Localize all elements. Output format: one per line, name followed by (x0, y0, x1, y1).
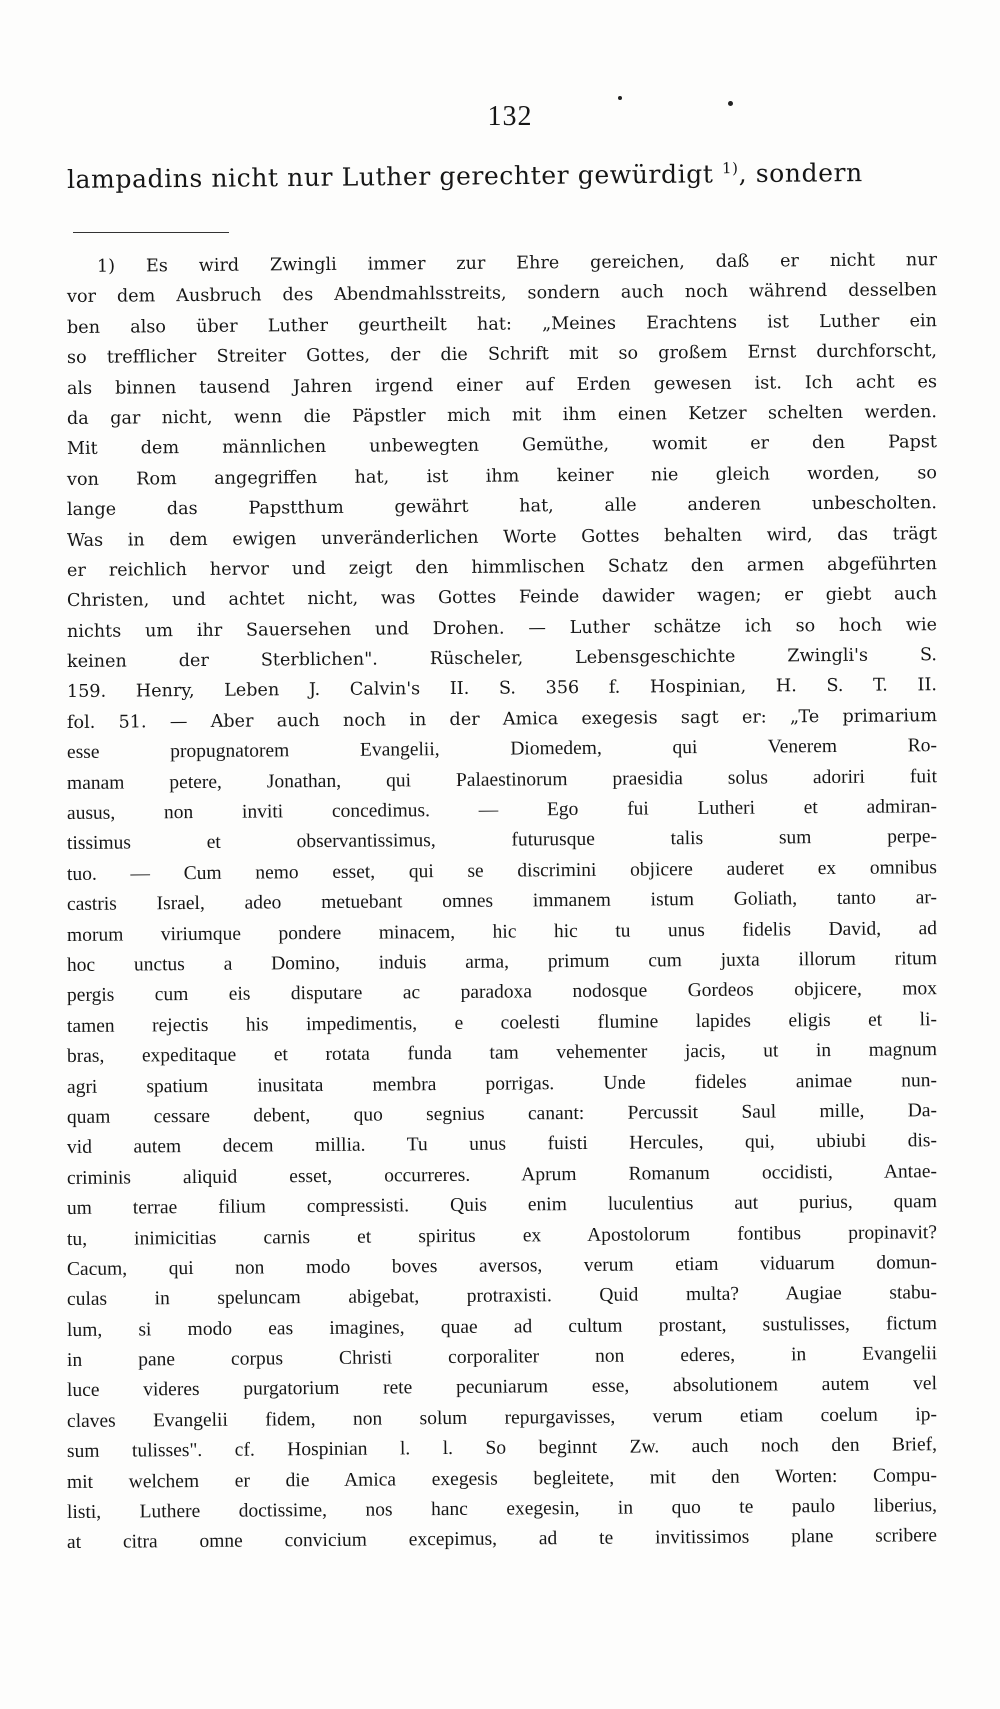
footnote-line: listi, Luthere doctissime, nos hanc exegesin, in quo te paulo liberius, (66, 1495, 938, 1524)
footnote-line: manam petere, Jonathan, qui Palaestinorum praesidia solus adoriri fuit (66, 765, 938, 794)
footnote-line: 159. Henry, Leben J. Calvin's II. S. 356 f. Hospinian, H. S. T. II. (66, 675, 938, 703)
footnote-line: um terrae filium compressisti. Quis enim luculentius aut purius, quam (66, 1191, 938, 1220)
footnote-line: in pane corpus Christi corporaliter non ederes, in Evangelii (66, 1343, 938, 1372)
footnote-line: vid autem decem millia. Tu unus fuisti Hercules, qui, ubiubi dis- (66, 1130, 938, 1159)
footnote-line: pergis cum eis disputare ac paradoxa nodosque Gordeos objicere, mox (66, 978, 938, 1007)
footnote-line: agri spatium inusitata membra porrigas. Unde fideles animae nun- (66, 1069, 938, 1098)
footnote-line: mit welchem er die Amica exegesis begleitete, mit den Worten: Compu- (66, 1464, 938, 1493)
footnote-line: von Rom angegriffen hat, ist ihm keiner nie gleich worden, so (66, 462, 938, 490)
body-text-line (67, 157, 937, 194)
footnote-line: Christen, und achtet nicht, was Gottes Feinde dawider wagen; er giebt auch (66, 584, 938, 612)
scan-speck (618, 96, 622, 100)
footnote-line: criminis aliquid esset, occurreres. Aprum Romanum occidisti, Antae- (66, 1160, 938, 1189)
footnote-line: so trefflicher Streiter Gottes, der die Schrift mit so großem Ernst durchforscht, (66, 341, 938, 369)
footnote-line: er reichlich hervor und zeigt den himmlischen Schatz den armen abgeführten (66, 554, 938, 581)
footnote-line: luce videres purgatorium rete pecuniarum esse, absolutionem autem vel (66, 1373, 938, 1402)
footnote-separator (73, 232, 229, 233)
footnote-line: als binnen tausend Jahren irgend einer auf Erden gewesen ist. Ich acht es (66, 371, 938, 399)
footnote-line: vor dem Ausbruch des Abendmahlsstreits, sondern auch noch während desselben (66, 280, 938, 308)
footnote-line: lange das Papstthum gewährt hat, alle anderen unbescholten. (66, 493, 938, 521)
footnote-line: claves Evangelii fidem, non solum repurgavisses, verum etiam coelum ip- (66, 1404, 938, 1432)
footnote-line: bras, expeditaque et rotata funda tam vehementer jacis, ut in magnum (66, 1039, 938, 1068)
footnote-line: Was in dem ewigen unveränderlichen Worte Gottes behalten wird, das trägt (66, 523, 938, 551)
body-text-continuation: , sondern (738, 158, 863, 189)
footnote-line: ben also über Luther geurtheilt hat: „Meines Erachtens ist Luther ein (66, 310, 938, 338)
footnote-line: esse propugnatorem Evangelii, Diomedem, qui Venerem Ro- (66, 735, 938, 764)
footnote-line: quam cessare debent, quo segnius canant: Percussit Saul mille, Da- (66, 1100, 938, 1128)
footnote-marker: 1) (721, 159, 739, 178)
footnote-line: at citra omne convicium excepimus, ad te invitissimos plane scribere (66, 1525, 938, 1554)
footnote (67, 252, 937, 1559)
footnote-line: keinen der Sterblichen". Rüscheler, Lebensgeschichte Zwingli's S. (66, 645, 938, 673)
footnote-line: Cacum, qui non modo boves aversos, verum etiam viduarum domun- (66, 1252, 938, 1280)
scan-speck (728, 101, 733, 106)
page-number: 132 (487, 101, 533, 132)
footnote-line: castris Israel, adeo metuebant omnes immanem istum Goliath, tanto ar- (66, 887, 938, 916)
footnote-line: culas in speluncam abigebat, protraxisti. Quid multa? Augiae stabu- (66, 1282, 938, 1311)
footnote-line: ausus, non inviti concedimus. — Ego fui Lutheri et admiran- (66, 796, 938, 825)
footnote-line: tu, inimicitias carnis et spiritus ex Apostolorum fontibus propinavit? (66, 1221, 938, 1250)
footnote-line: da gar nicht, wenn die Päpstler mich mit ihm einen Ketzer schelten werden. (66, 402, 938, 429)
footnote-line: nichts um ihr Sauersehen und Drohen. — Luther schätze ich so hoch wie (66, 614, 938, 642)
footnote-line: 1) Es wird Zwingli immer zur Ehre gereichen, daß er nicht nur (96, 250, 938, 277)
footnote-line: fol. 51. — Aber auch noch in der Amica exegesis sagt er: „Te primarium (66, 706, 938, 733)
footnote-line: Mit dem männlichen unbewegten Gemüthe, womit er den Papst (66, 432, 938, 460)
footnote-line: tamen rejectis his impedimentis, e coelesti flumine lapides eligis et li- (66, 1008, 938, 1037)
footnote-line: lum, si modo eas imagines, quae ad cultum prostant, sustulisses, fictum (66, 1312, 938, 1341)
body-text: lampadins nicht nur Luther gerechter gewürdigt (66, 159, 714, 194)
footnote-line: hoc unctus a Domino, induis arma, primum cum juxta illorum ritum (66, 948, 938, 976)
footnote-line: tissimus et observantissimus, futurusque talis sum perpe- (66, 826, 938, 855)
footnote-line: sum tulisses". cf. Hospinian l. l. So beginnt Zw. auch noch den Brief, (66, 1434, 938, 1463)
footnote-line: tuo. — Cum nemo esset, qui se discrimini objicere auderet ex omnibus (66, 856, 938, 885)
footnote-line: morum viriumque pondere minacem, hic hic tu unus fidelis David, ad (66, 917, 938, 946)
